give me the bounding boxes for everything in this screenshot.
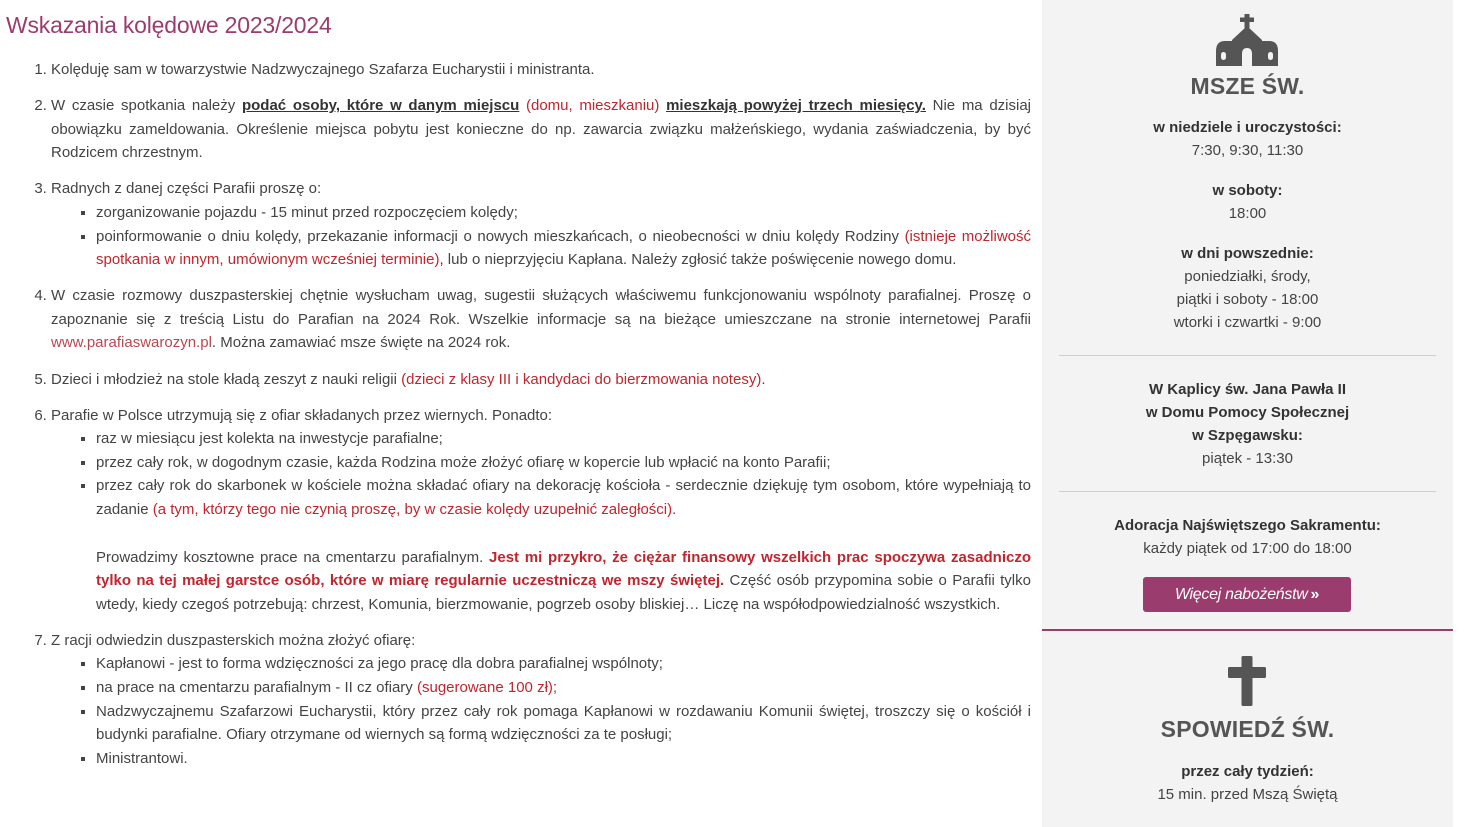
confession-time: 15 min. przed Mszą Świętą bbox=[1157, 786, 1338, 803]
cross-icon bbox=[1227, 656, 1267, 706]
masses-schedule bbox=[1042, 116, 1453, 334]
item-text: Z racji odwiedzin duszpasterskich można złożyć ofiarę: bbox=[51, 631, 416, 649]
sub-list-item: ▪ zorganizowanie pojazdu - 15 minut przed rozpoczęciem kolędy; bbox=[96, 201, 1031, 225]
sub-list bbox=[51, 427, 1031, 521]
sunday-times: 7:30, 9:30, 11:30 bbox=[1191, 142, 1304, 159]
saturday-times: 18:00 bbox=[1228, 205, 1267, 222]
sub-list-item bbox=[96, 474, 1031, 521]
adoration-time: każdy piątek od 17:00 do 18:00 bbox=[1143, 540, 1352, 557]
sub-list-item bbox=[96, 225, 1031, 272]
chapel-label: w Domu Pomocy Społecznej bbox=[1145, 404, 1350, 421]
church-icon bbox=[1214, 14, 1280, 66]
sunday-label: w niedziele i uroczystości: bbox=[1153, 119, 1342, 136]
divider bbox=[1059, 491, 1436, 492]
item-text: . bbox=[761, 370, 766, 388]
sub-list-item: ▪ Ministrantowi. bbox=[96, 747, 1031, 771]
adoration-label: Adoracja Najświętszego Sakramentu: bbox=[1114, 517, 1381, 534]
list-item bbox=[51, 404, 1031, 617]
double-chevron-right-icon: » bbox=[1310, 586, 1320, 603]
item-text: Radnych z danej części Parafii proszę o: bbox=[51, 180, 322, 198]
item-text: przez cały rok do skarbonek w kościele można składać ofiary na dekorację kościoła - serdecznie dziękuję tym osobom, które wypełniają to zadanie bbox=[96, 477, 1031, 518]
item-text: Prowadzimy kosztowne prace na cmentarzu parafialnym. bbox=[96, 548, 490, 566]
underlined-emphasis: mieszkają powyżej trzech miesięcy. bbox=[666, 97, 926, 115]
weekday-times: poniedziałki, środy, bbox=[1184, 268, 1311, 285]
divider bbox=[1059, 355, 1436, 356]
red-note: (domu, mieszkaniu) bbox=[519, 97, 667, 115]
item-text: Dzieci i młodzież na stole kładą zeszyt z nauki religii bbox=[51, 370, 402, 388]
section-separator bbox=[1042, 629, 1453, 631]
page-title: Wskazania kolędowe 2023/2024 bbox=[6, 12, 332, 38]
chapel-label: w Szpęgawsku: bbox=[1192, 427, 1303, 444]
adoration-schedule bbox=[1042, 514, 1453, 560]
item-text: Kolęduję sam w towarzystwie Nadzwyczajnego Szafarza Eucharystii i ministranta. bbox=[51, 61, 595, 78]
confession-heading: SPOWIEDŹ ŚW. bbox=[1160, 716, 1335, 742]
more-services-label: Więcej nabożeństw bbox=[1174, 586, 1308, 603]
red-note: (istnieje możliwość spotkania w innym, umówionym wcześniej terminie) bbox=[96, 227, 1031, 269]
underlined-emphasis: podać osoby, które w danym miejscu bbox=[241, 97, 520, 115]
item-text: Nie ma dzisiaj obowiązku zameldowania. Określenie miejsca pobytu jest konieczne do np. zawarcia związku małżeńskiego, wydania zaświadczenia, by być Rodzicem chrzestnym. bbox=[51, 97, 1032, 162]
weekday-times: piątki i soboty - 18:00 bbox=[1176, 291, 1319, 308]
chapel-label: W Kaplicy św. Jana Pawła II bbox=[1148, 381, 1347, 398]
list-item bbox=[51, 629, 1031, 771]
sub-list bbox=[51, 201, 1031, 272]
confession-schedule bbox=[1042, 760, 1453, 806]
parish-website-link[interactable]: www.parafiaswarozyn.pl bbox=[51, 334, 212, 352]
list-item bbox=[51, 368, 1031, 392]
item-text: Część osób przypomina sobie o Parafii tylko wtedy, kiedy czegoś potrzebują: chrzest, Komunia, bierzmowanie, pogrzeb osoby bliskiej… Liczę na współodpowiedzialność wszystkich. bbox=[96, 572, 1031, 613]
masses-heading: MSZE ŚW. bbox=[1190, 73, 1305, 99]
item-text: poinformowanie o dniu kolędy, przekazanie informacji o nowych mieszkańcach, o nieobecności w dniu kolędy Rodziny bbox=[96, 227, 905, 245]
chapel-schedule bbox=[1042, 378, 1453, 470]
saturday-label: w soboty: bbox=[1212, 182, 1283, 199]
list-item bbox=[51, 177, 1031, 271]
confession-label: przez cały tydzień: bbox=[1181, 763, 1314, 780]
list-item bbox=[51, 58, 1031, 82]
item-text: na prace na cmentarzu parafialnym - II cz ofiary bbox=[96, 679, 417, 697]
list-item bbox=[51, 94, 1031, 165]
more-services-button[interactable] bbox=[1143, 577, 1351, 612]
red-bold-note: Jest mi przykro, że ciężar finansowy wszelkich prac spoczywa zasadniczo tylko na tej małej garstce osób, które w miarę regularnie uczestniczą we mszy świętej. bbox=[96, 548, 1031, 590]
weekday-times: wtorki i czwartki - 9:00 bbox=[1173, 314, 1322, 331]
item-text: W czasie spotkania należy bbox=[51, 97, 242, 115]
item-text: Parafie w Polsce utrzymują się z ofiar składanych przez wiernych. Ponadto: bbox=[51, 406, 553, 424]
sub-list-item: ▪ Kapłanowi - jest to forma wdzięczności za jego pracę dla dobra parafialnej wspólnoty; bbox=[96, 652, 1031, 676]
red-note: (dzieci z klasy III i kandydaci do bierzmowania notesy) bbox=[401, 370, 762, 388]
sub-list-item: ▪ przez cały rok, w dogodnym czasie, każda Rodzina może złożyć ofiarę w kopercie lub wpłacić na konto Parafii; bbox=[96, 451, 1031, 475]
sidebar bbox=[1042, 0, 1453, 827]
sub-list-item: ▪ raz w miesiącu jest kolekta na inwestycje parafialne; bbox=[96, 427, 1031, 451]
guidelines-list bbox=[0, 58, 1031, 783]
chapel-time: piątek - 13:30 bbox=[1202, 450, 1293, 467]
red-note: (sugerowane 100 zł); bbox=[416, 679, 558, 697]
red-note: (a tym, którzy tego nie czynią proszę, by w czasie kolędy uzupełnić zaległości). bbox=[152, 501, 677, 518]
weekday-label: w dni powszednie: bbox=[1181, 245, 1314, 262]
list-item bbox=[51, 284, 1031, 355]
item-text: W czasie rozmowy duszpasterskiej chętnie wysłucham uwag, sugestii służących właściwemu funkcjonowaniu wspólnoty parafialnej. Proszę o zapoznanie się z treścią Listu do Parafian na 2024 Rok. Wszelkie informacje są na bieżące umieszczane na stronie internetowej Parafii bbox=[51, 287, 1031, 328]
sub-list bbox=[51, 652, 1031, 770]
item-text: . Można zamawiać msze święte na 2024 rok. bbox=[211, 334, 511, 352]
sub-list-item: ▪ Nadzwyczajnemu Szafarzowi Eucharystii, który przez cały rok pomaga Kapłanowi w rozdawaniu Komunii świętej, troszczy się o kościół i budynki parafialne. Ofiary otrzymane od wiernych są formą wdzięczności za te posługi; bbox=[96, 700, 1031, 747]
cemetery-paragraph bbox=[96, 546, 1031, 617]
sub-list-item bbox=[96, 676, 1031, 700]
item-text: , lub o nieprzyjęciu Kapłana. Należy zgłosić także poświęcenie nowego domu. bbox=[439, 251, 957, 269]
